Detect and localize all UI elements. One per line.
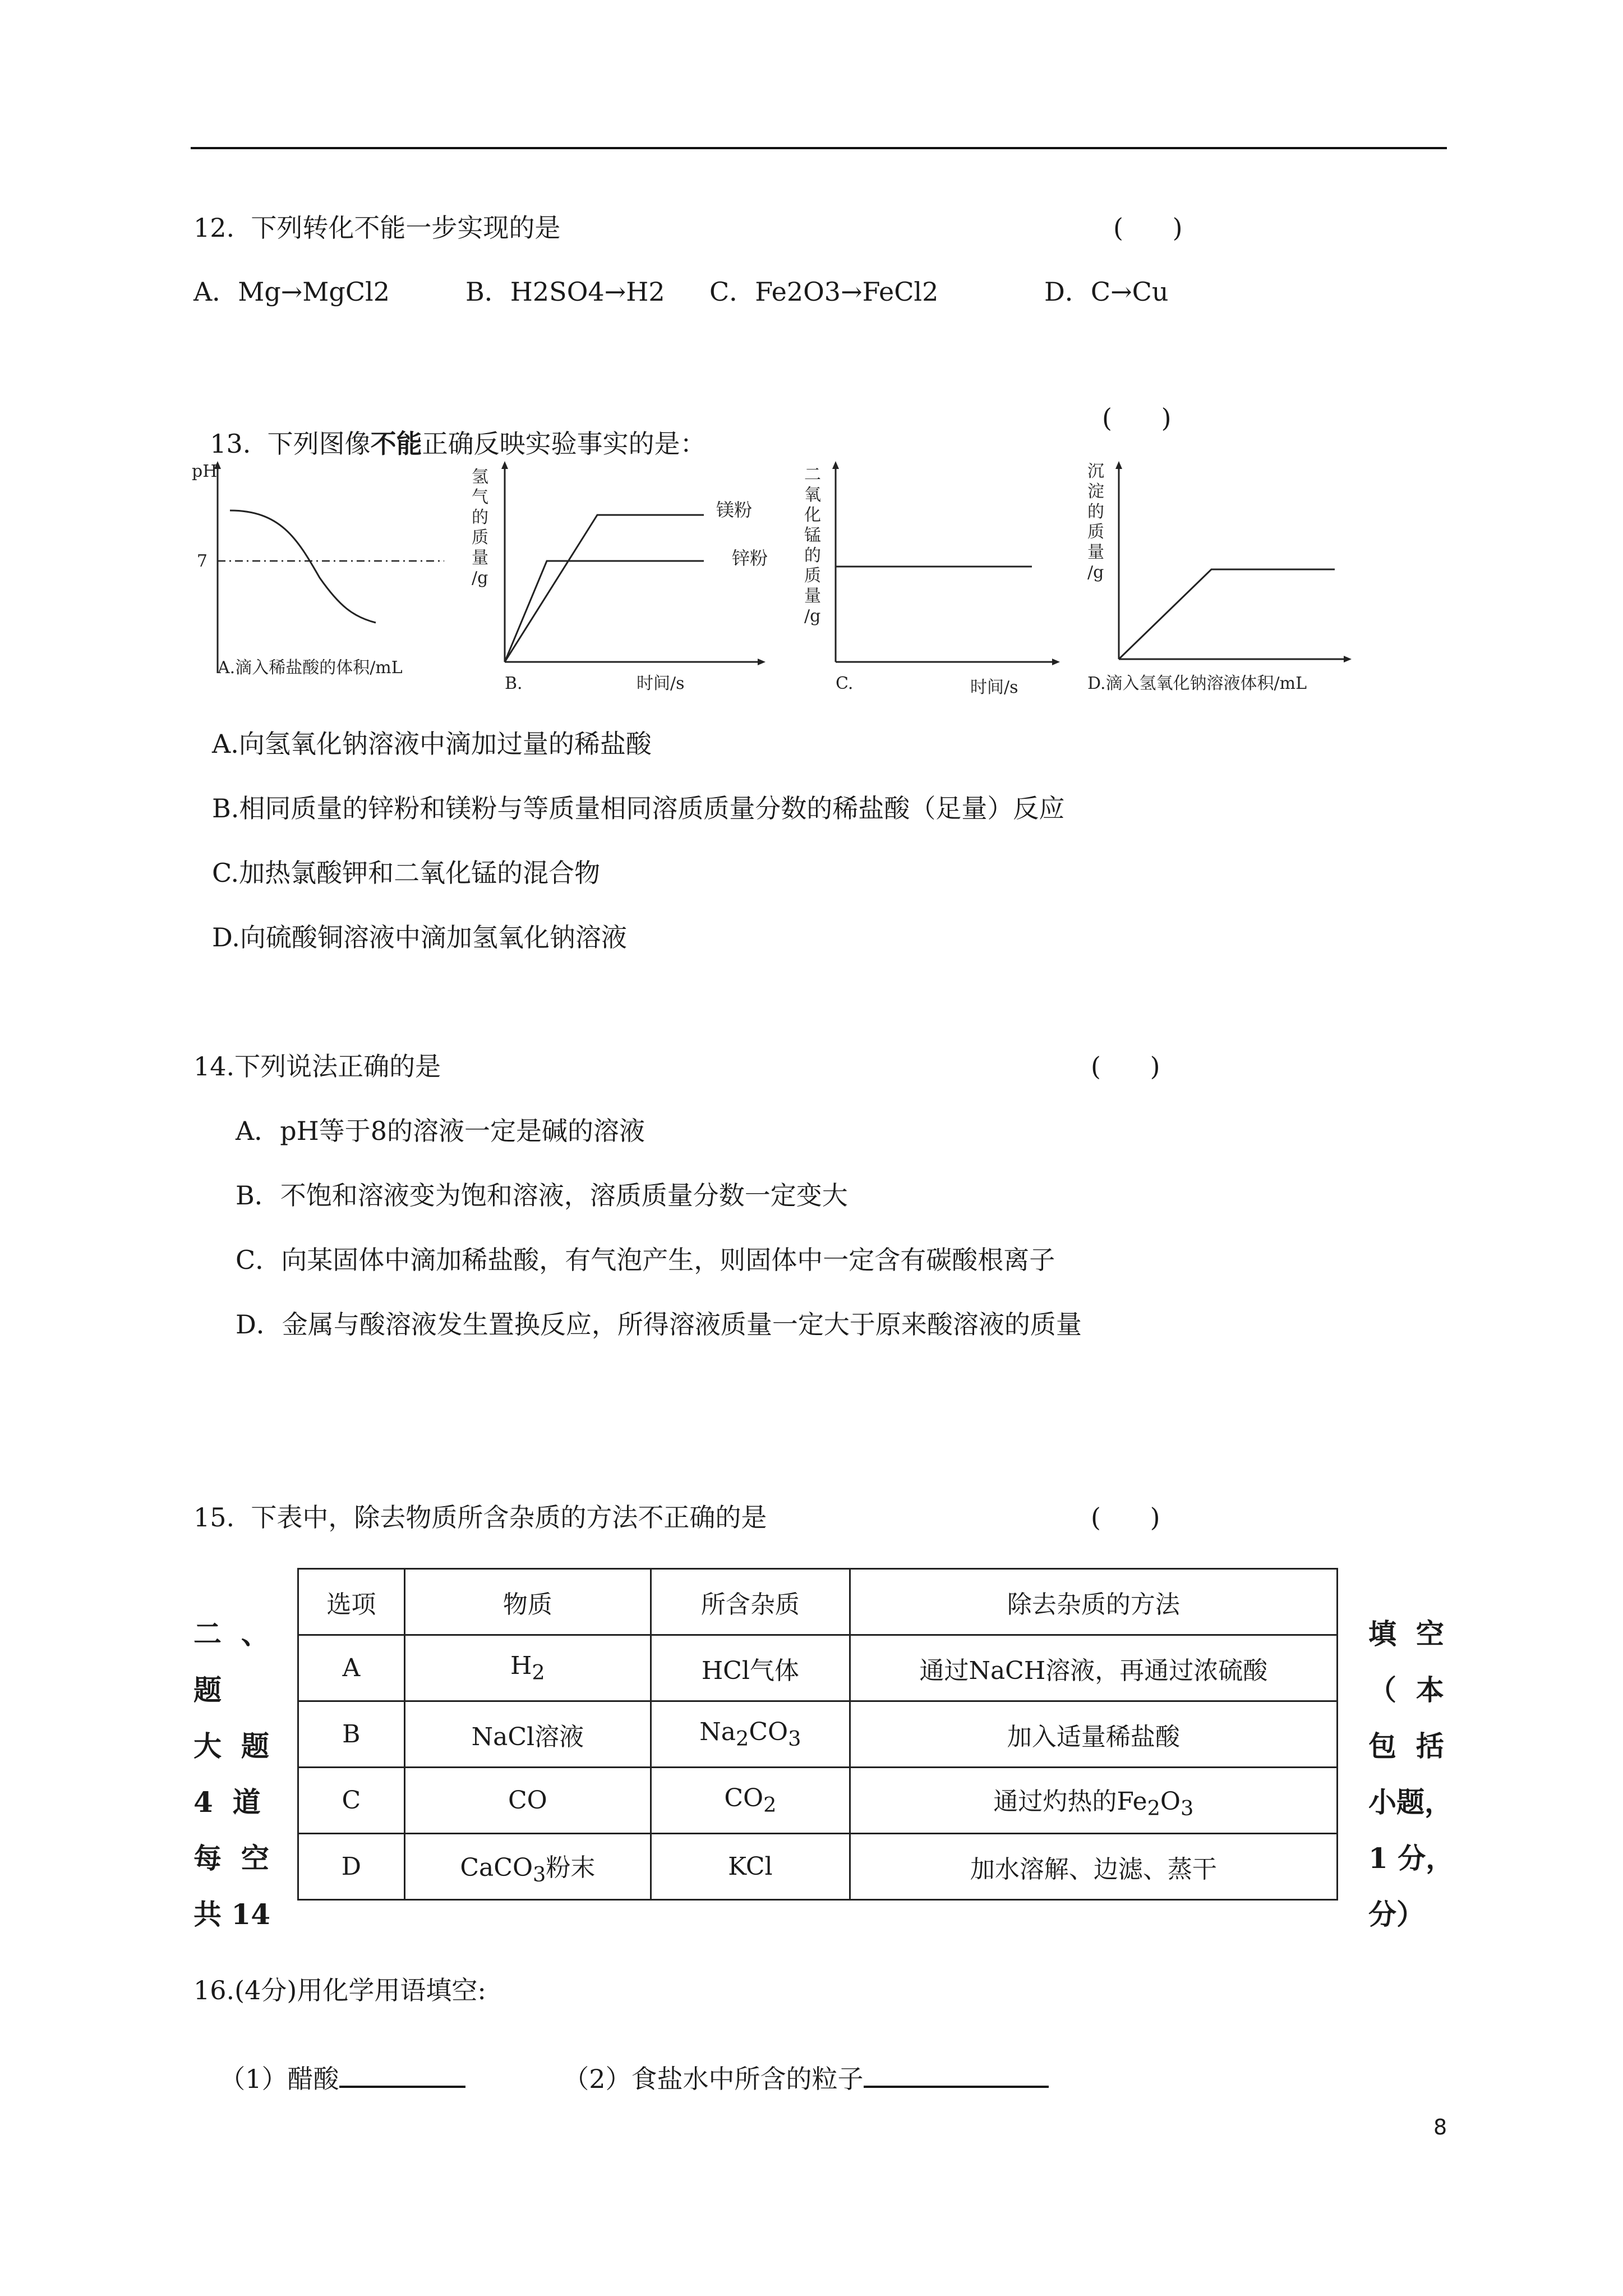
- q13-option-b: B.相同质量的锌粉和镁粉与等质量相同溶质质量分数的稀盐酸（足量）反应: [212, 793, 1065, 823]
- q13-option-d: D.向硫酸铜溶液中滴加氢氧化钠溶液: [212, 922, 627, 953]
- section2-right-2: （ 本: [1368, 1673, 1444, 1706]
- row-c-method-pre: 通过灼热的Fe: [993, 1787, 1147, 1816]
- row-d-sub-sub: 3: [533, 1862, 546, 1887]
- section2-right-3: 包 括: [1368, 1729, 1444, 1763]
- q12-stem: 12. 下列转化不能一步实现的是: [193, 213, 561, 243]
- row-c-method-sub2: 3: [1180, 1796, 1194, 1820]
- q12-answer-paren[interactable]: ( ): [1113, 213, 1183, 243]
- row-c-method-sub1: 2: [1147, 1796, 1160, 1820]
- graph-d-ylabel-3: 的: [1087, 502, 1104, 522]
- header-substance: 物质: [404, 1569, 651, 1635]
- row-b-imp-sub2: 3: [788, 1726, 801, 1751]
- graph-b-ylabel-6: /g: [472, 568, 488, 588]
- graph-b-line-magnesium: 镁粉: [716, 499, 753, 521]
- row-a-substance-base: H: [510, 1651, 532, 1681]
- q15-stem: 15. 下表中，除去物质所含杂质的方法不正确的是: [193, 1502, 767, 1533]
- q13-stem-post: 正确反映实验事实的是：: [422, 429, 706, 459]
- row-b-method: 加入适量稀盐酸: [850, 1701, 1337, 1768]
- graph-a: [191, 454, 460, 690]
- graph-b: [468, 454, 782, 701]
- section2-left-5: 每 空: [193, 1842, 269, 1875]
- section2-right-4: 小题，: [1368, 1786, 1453, 1819]
- table-row: [298, 1768, 1338, 1834]
- q13-stem: [193, 405, 706, 457]
- row-a-method: 通过NaCH溶液，再通过浓硫酸: [850, 1635, 1337, 1701]
- section2-left-3: 大 题: [193, 1729, 269, 1763]
- graph-c-ylabel-7: 量: [804, 586, 821, 606]
- q14-option-c: C．向某固体中滴加稀盐酸，有气泡产生，则固体中一定含有碳酸根离子: [236, 1245, 1055, 1275]
- section2-left-2: 题: [193, 1673, 222, 1706]
- section2-left-6: 共 14: [193, 1898, 270, 1931]
- row-d-method: 加水溶解、边滤、蒸干: [850, 1834, 1337, 1900]
- q12-option-d: D．C→Cu: [1044, 277, 1169, 307]
- q14-answer-paren[interactable]: ( ): [1091, 1051, 1160, 1082]
- q14-option-d: D．金属与酸溶液发生置换反应，所得溶液质量一定大于原来酸溶液的质量: [236, 1309, 1082, 1340]
- row-c-method-mid: O: [1160, 1787, 1181, 1816]
- q14-option-b: B．不饱和溶液变为饱和溶液，溶质质量分数一定变大: [236, 1180, 848, 1211]
- graph-b-letter: B.: [505, 674, 523, 693]
- row-b-option: B: [298, 1701, 405, 1768]
- q16-part1-label: （1）醋酸: [219, 2064, 339, 2094]
- q13-stem-emphasis: 不能: [370, 429, 422, 459]
- graph-c-ylabel-6: 质: [804, 566, 821, 586]
- graph-a-tick-7: 7: [196, 551, 208, 571]
- impurity-table: [297, 1568, 1338, 1901]
- header-method: 除去杂质的方法: [850, 1569, 1337, 1635]
- row-c-impurity: [651, 1768, 850, 1834]
- graph-d-ylabel-4: 质: [1087, 522, 1104, 542]
- q12-option-b: B．H2SO4→H2: [465, 277, 665, 307]
- row-b-imp-b: CO: [749, 1718, 789, 1747]
- graph-d-ylabel-2: 淀: [1087, 482, 1104, 501]
- table-header-row: [298, 1569, 1338, 1635]
- row-c-method: [850, 1768, 1337, 1834]
- section2-right-1: 填 空: [1368, 1617, 1444, 1650]
- graph-c-ylabel-3: 化: [804, 505, 821, 525]
- section2-left-4: 4 道: [193, 1786, 261, 1819]
- graph-c-letter: C.: [836, 674, 854, 693]
- graph-d: [1085, 454, 1399, 701]
- q13-option-a: A.向氢氧化钠溶液中滴加过量的稀盐酸: [212, 729, 652, 759]
- q16-stem: 16.(4分)用化学用语填空:: [193, 1975, 486, 2005]
- graph-b-ylabel-5: 量: [472, 548, 488, 568]
- q16-part2-blank[interactable]: [864, 2063, 1049, 2088]
- table-row: [298, 1834, 1338, 1900]
- graph-c-ylabel-8: /g: [804, 606, 821, 626]
- page-number: 8: [1433, 2115, 1447, 2139]
- graph-a-xcaption: A.滴入稀盐酸的体积/mL: [218, 658, 403, 678]
- row-b-impurity: [651, 1701, 850, 1768]
- q13-option-c: C.加热氯酸钾和二氧化锰的混合物: [212, 858, 601, 888]
- q16-part1: [203, 2037, 465, 2092]
- row-c-option: C: [298, 1768, 405, 1834]
- row-d-substance: [404, 1834, 651, 1900]
- graph-b-ylabel-4: 质: [472, 528, 488, 547]
- row-a-impurity: HCl气体: [651, 1635, 850, 1701]
- header-impurity: 所含杂质: [651, 1569, 850, 1635]
- header-option: 选项: [298, 1569, 405, 1635]
- graph-b-line-zinc: 锌粉: [732, 547, 768, 569]
- row-d-impurity: KCl: [651, 1834, 850, 1900]
- graph-a-ylabel: pH: [192, 462, 218, 481]
- table-row: [298, 1701, 1338, 1768]
- section2-right-6: 分）: [1368, 1898, 1424, 1931]
- section2-left-1: 二 、: [193, 1617, 269, 1650]
- graph-b-xlabel: 时间/s: [637, 674, 685, 693]
- graph-b-ylabel-3: 的: [472, 508, 488, 527]
- table-row: [298, 1635, 1338, 1701]
- q13-answer-paren[interactable]: ( ): [1102, 403, 1172, 433]
- graph-c-ylabel-2: 氧: [804, 485, 821, 505]
- graph-d-ylabel-6: /g: [1087, 563, 1104, 582]
- graph-c-ylabel-5: 的: [804, 546, 821, 565]
- graph-b-ylabel-2: 气: [472, 487, 488, 507]
- q12-option-a: A．Mg→MgCl2: [193, 277, 390, 307]
- row-c-imp-sub: 2: [763, 1792, 777, 1817]
- q16-part2: [547, 2037, 1049, 2092]
- graph-d-xcaption: D.滴入氢氧化钠溶液体积/mL: [1087, 674, 1307, 693]
- graph-d-ylabel-5: 量: [1087, 542, 1104, 562]
- row-d-sub-pre: CaCO: [460, 1853, 533, 1882]
- row-a-option: A: [298, 1635, 405, 1701]
- q13-stem-pre: 13. 下列图像: [210, 429, 371, 459]
- q16-part1-blank[interactable]: [339, 2063, 465, 2088]
- row-b-imp-a: Na: [699, 1718, 736, 1747]
- header-rule: [191, 147, 1447, 149]
- row-b-substance: NaCl溶液: [404, 1701, 651, 1768]
- graph-c-ylabel-1: 二: [804, 465, 821, 485]
- row-c-imp-base: CO: [724, 1784, 764, 1813]
- graph-d-ylabel-1: 沉: [1087, 462, 1104, 481]
- row-b-imp-sub1: 2: [736, 1726, 749, 1751]
- q15-answer-paren[interactable]: ( ): [1091, 1502, 1160, 1533]
- row-c-substance: CO: [404, 1768, 651, 1834]
- q14-stem: 14.下列说法正确的是: [193, 1051, 441, 1082]
- graph-c-xlabel: 时间/s: [970, 678, 1018, 697]
- graph-c: [802, 454, 1077, 701]
- graph-b-ylabel-1: 氢: [472, 467, 488, 487]
- graph-c-ylabel-4: 锰: [804, 526, 821, 545]
- q12-option-c: C．Fe2O3→FeCl2: [709, 277, 939, 307]
- row-d-option: D: [298, 1834, 405, 1900]
- q16-part2-label: （2）食盐水中所含的粒子: [563, 2064, 864, 2094]
- q14-option-a: A．pH等于8的溶液一定是碱的溶液: [236, 1116, 645, 1146]
- row-d-sub-post: 粉末: [546, 1853, 596, 1882]
- row-a-substance: [404, 1635, 651, 1701]
- row-a-substance-sub: 2: [532, 1660, 545, 1685]
- section2-right-5: 1 分，: [1368, 1842, 1454, 1875]
